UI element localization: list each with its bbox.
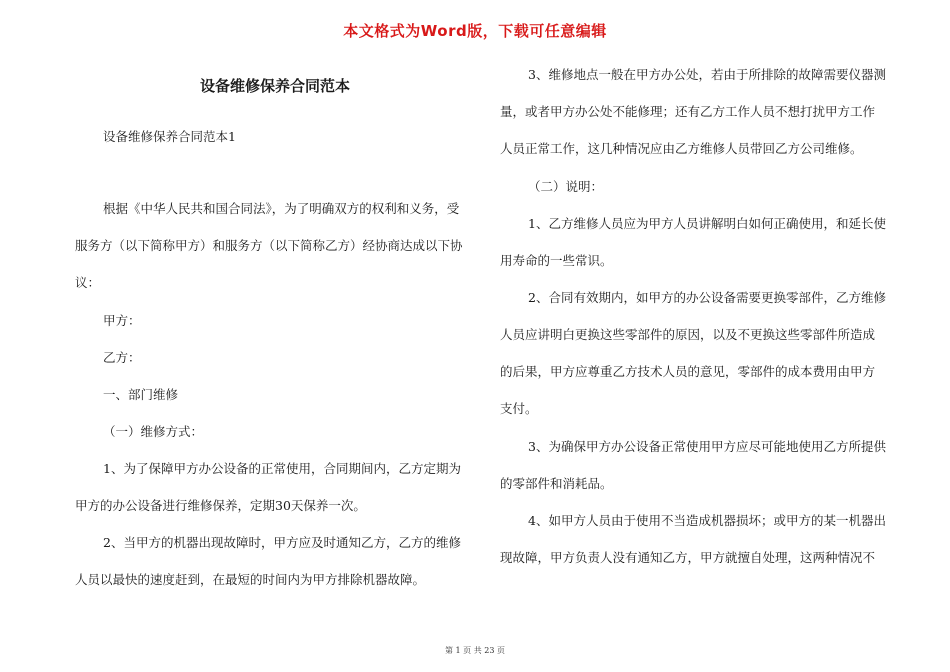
text-line: 甲方： [103, 313, 141, 328]
paragraph [75, 302, 465, 339]
text-line: 2、当甲方的机器出现故障时，甲方应及时通知乙方，乙方的维修 [103, 535, 461, 550]
text-line: 4、如甲方人员由于使用不当造成机器损坏；或甲方的某一机器出 [528, 513, 886, 528]
text-line: 1、为了保障甲方办公设备的正常使用，合同期间内，乙方定期为 [103, 461, 461, 476]
text-line: 一、部门维修 [103, 387, 179, 402]
text-line: 设备维修保养合同范本1 [103, 129, 236, 144]
word-format-banner: 本文格式为Word版，下载可任意编辑 [343, 22, 607, 40]
text-line: 甲方的办公设备进行维修保养，定期30天保养一次。 [75, 498, 366, 513]
document-title: 设备维修保养合同范本 [199, 77, 350, 95]
paragraph [75, 413, 465, 450]
text-line: 的零部件和消耗品。 [500, 476, 613, 491]
text-line: （二）说明： [528, 179, 604, 194]
text-line: 现故障，甲方负责人没有通知乙方，甲方就擅自处理，这两种情况不 [500, 550, 876, 565]
paragraph [75, 450, 465, 524]
text-line: 2、合同有效期内，如甲方的办公设备需要更换零部件，乙方维修 [528, 290, 886, 305]
paragraph [500, 502, 890, 576]
paragraph [75, 190, 465, 301]
text-line: 3、为确保甲方办公设备正常使用甲方应尽可能地使用乙方所提供 [528, 439, 886, 454]
page-footer: 第 1 页 共 23 页 [445, 646, 505, 655]
paragraph [75, 118, 465, 155]
paragraph [500, 205, 890, 279]
paragraph [500, 168, 890, 205]
text-line: （一）维修方式： [103, 424, 204, 439]
text-line: 人员以最快的速度赶到，在最短的时间内为甲方排除机器故障。 [75, 572, 426, 587]
text-line: 根据《中华人民共和国合同法》，为了明确双方的权利和义务，受 [103, 201, 460, 216]
paragraph [500, 56, 890, 167]
paragraph [500, 279, 890, 427]
text-line: 用寿命的一些常识。 [500, 253, 613, 268]
text-line: 的后果，甲方应尊重乙方技术人员的意见，零部件的成本费用由甲方 [500, 364, 876, 379]
text-line: 乙方： [103, 350, 141, 365]
text-line: 量，或者甲方办公处不能修理；还有乙方工作人员不想打扰甲方工作 [500, 104, 876, 119]
text-line: 1、乙方维修人员应为甲方人员讲解明白如何正确使用，和延长使 [528, 216, 886, 231]
paragraph [75, 524, 465, 598]
text-line: 人员正常工作，这几种情况应由乙方维修人员带回乙方公司维修。 [500, 141, 863, 156]
text-line: 服务方（以下简称甲方）和服务方（以下简称乙方）经协商达成以下协 [75, 238, 463, 253]
text-line: 议： [75, 275, 101, 290]
paragraph [500, 428, 890, 502]
text-line: 3、维修地点一般在甲方办公处，若由于所排除的故障需要仪器测 [528, 67, 886, 82]
text-line: 人员应讲明白更换这些零部件的原因，以及不更换这些零部件所造成 [500, 327, 876, 342]
paragraph [75, 339, 465, 376]
paragraph [75, 376, 465, 413]
text-line: 支付。 [500, 401, 538, 416]
